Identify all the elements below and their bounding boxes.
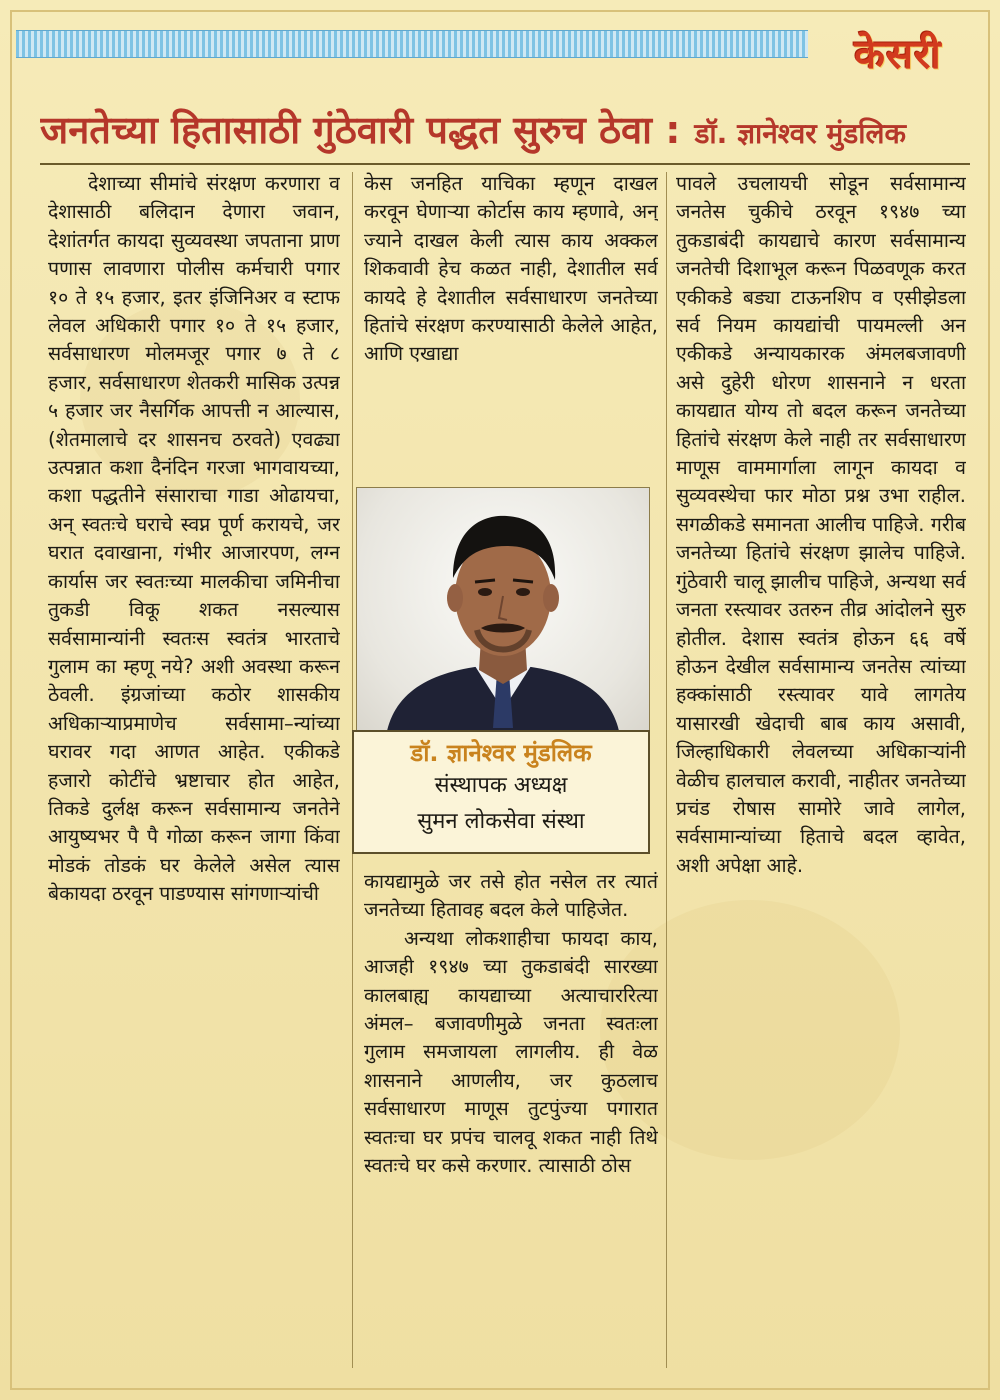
headline-title: जनतेच्या हितासाठी गुंठेवारी पद्धत सुरुच ठेवा : <box>40 108 681 152</box>
caption-name: डॉ. ज्ञानेश्वर मुंडलिक <box>410 739 592 767</box>
headline-byline: डॉ. ज्ञानेश्वर मुंडलिक <box>694 117 906 150</box>
caption-title: संस्थापक अध्यक्ष <box>434 773 568 798</box>
article-column-2-top <box>364 170 658 480</box>
caption-organization: सुमन लोकसेवा संस्था <box>417 809 585 834</box>
article-paragraph: देशाच्या सीमांचे संरक्षण करणारा व देशासाठी बलिदान देणारा जवान, देशांतर्गत कायदा सुव्यवस्था जपताना प्राण पणास लावणारा पोलीस कर्मचारी पगार १० ते १५ हजार, इतर इंजिनिअर व स्टाफ लेवल अधिकारी पगार १० ते १५ हजार, सर्वसाधारण मोलमजूर पगार ७ ते ८ हजार, सर्वसाधारण शेतकरी मासिक उत्पन्न ५ हजार जर नैसर्गिक आपत्ती न आल्यास, (शेतमालाचे दर शासनच ठरवते) एवढ्या उत्पन्नात कशा दैनंदिन गरजा भागवायच्या, कशा पद्धतीने संसाराचा गाडा ओढायचा, अन् स्वतःचे घराचे स्वप्न पूर्ण करायचे, जर घरात दवाखाना, गंभीर आजारपण, लग्न कार्यास जर स्वतःच्या मालकीचा जमिनीचा तुकडी विकू शकत नसल्यास सर्वसामान्यांनी स्वतःस स्वतंत्र भारताचे गुलाम का म्हणू नये? अशी अवस्था करून ठेवली. इंग्रजांच्या कठोर शासकीय अधिकाऱ्याप्रमाणेच सर्वसामा–न्यांच्या घरावर गदा आणत आहेत. एकीकडे हजारो कोटींचे भ्रष्टाचार होत आहेत, तिकडे दुर्लक्ष करून सर्वसामान्य जनतेने आयुष्यभर पै पै गोळा करून जागा किंवा मोडकं तोडकं घर केलेले असेल त्यास बेकायदा ठरवून पाडण्यास सांगणाऱ्यांची <box>48 172 340 906</box>
article-paragraph: कायद्यामुळे जर तसे होत नसेल तर त्यातं जनतेच्या हितावह बदल केले पाहिजेत. <box>364 870 658 922</box>
article-column-2-bottom <box>364 868 658 1368</box>
photo-caption <box>352 730 650 854</box>
article-paragraph: पावले उचलायची सोडून सर्वसामान्य जनतेस चुकीचे ठरवून १९४७ च्या तुकडाबंदी कायद्याचे कारण सर्वसामान्य जनतेची दिशाभूल करून पिळवणूक करत एकीकडे बड्या टाऊनशिप व एसीझेडला सर्व नियम कायद्यांची पायमल्ली अन एकीकडे अन्यायकारक अंमलबजावणी असे दुहेरी धोरण शासनाने न धरता कायद्यात योग्य तो बदल करून जनतेच्या हितांचे संरक्षण केले नाही तर सर्वसाधारण माणूस वाममार्गाला लागून कायदा व सुव्यवस्थेचा फार मोठा प्रश्न उभा राहील. सगळीकडे समानता आलीच पाहिजे. गरीब जनतेच्या हितांचे संरक्षण झालेच पाहिजे. गुंठेवारी चालू झालीच पाहिजे, अन्यथा सर्व जनता रस्त्यावर उतरुन तीव्र आंदोलने सुरु होतील. देशास स्वतंत्र होऊन ६६ वर्षे होऊन देखील सर्वसामान्य जनतेस त्यांच्या हक्कांसाठी रस्त्यावर यावे लागतेय यासारखी खेदाची बाब काय असावी, जिल्हाधिकारी लेवलच्या अधिकाऱ्यांनी वेळीच हालचाल करावी, नाहीतर जनतेच्या प्रचंड रोषास सामोरे जावे लागेल, सर्वसामान्यांच्या हिताचे बदल व्हावेत, अशी अपेक्षा आहे. <box>676 172 966 877</box>
article-paragraph: केस जनहित याचिका म्हणून दाखल करवून घेणाऱ्या कोर्टास काय म्हणावे, अन् ज्याने दाखल केली त्यास काय अक्कल शिकवावी हेच कळत नाही, देशातील सर्व कायदे हे देशातील सर्वसाधारण जनतेच्या हितांचे संरक्षण करण्यासाठी केलेले आहेत, आणि एखाद्या <box>364 172 658 366</box>
headline <box>40 100 980 160</box>
portrait-illustration <box>357 488 649 731</box>
article-column-3 <box>676 170 966 1370</box>
article-paragraph: अन्यथा लोकशाहीचा फायदा काय, आजही १९४७ च्या तुकडाबंदी सारख्या कालबाह्य कायद्याच्या अत्याचाररित्या अंमल– बजावणीमुळे जनता स्वतःला गुलाम समजायला लागलीय. ही वेळ शासनाने आणलीय, जर कुठलाच सर्वसाधारण माणूस तुटपुंज्या पगारात स्वतःचा घर प्रपंच चालवू शकत नाही तिथे स्वतःचे घर कसे करणार. त्यासाठी ठोस <box>364 926 658 1178</box>
newspaper-logo: केसरी <box>854 32 942 78</box>
column-divider <box>666 172 667 1368</box>
masthead-band <box>16 30 808 58</box>
headline-rule <box>40 163 970 165</box>
article-column-1 <box>48 170 340 1370</box>
author-photo <box>356 487 650 732</box>
